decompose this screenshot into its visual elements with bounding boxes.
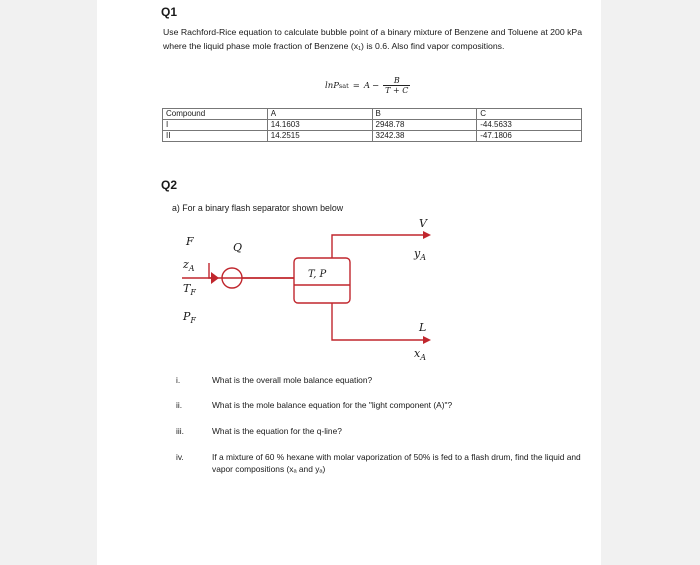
vapor-arrow xyxy=(423,231,431,239)
eq-denominator: T + C xyxy=(385,86,409,95)
question-number: iii. xyxy=(176,426,184,436)
flash-separator-diagram xyxy=(97,0,601,565)
liquid-label: L xyxy=(419,321,427,334)
feed-label: F xyxy=(186,235,194,248)
heat-label: Q xyxy=(233,241,243,254)
table-cell: II xyxy=(163,131,268,142)
q2-part-a: a) For a binary flash separator shown below xyxy=(172,203,344,213)
question-number: iv. xyxy=(176,452,184,462)
table-cell: 3242.38 xyxy=(372,131,477,142)
table-cell: 2948.78 xyxy=(372,120,477,131)
table-cell: 14.1603 xyxy=(267,120,372,131)
question-text: What is the equation for the q-line? xyxy=(212,426,342,436)
table-header: C xyxy=(477,109,582,120)
document-page xyxy=(97,0,601,565)
drum-label: T, P xyxy=(308,269,327,280)
eq-lhs-sup: sat xyxy=(338,82,349,90)
question-number: ii. xyxy=(176,400,183,410)
feed-temp-label: $T_F$ xyxy=(183,282,196,297)
table-cell: -44.5633 xyxy=(477,120,582,131)
liquid-arrow xyxy=(423,336,431,344)
question-text: What is the overall mole balance equation? xyxy=(212,375,373,385)
eq-minus: − xyxy=(372,81,380,91)
question-text: If a mixture of 60 % hexane with molar vaporization of 50% is fed to a flash drum, find the liquid and vapor compositions (xₐ and yₐ) xyxy=(212,452,581,474)
question-text: What is the mole balance equation for the "light component (A)"? xyxy=(212,400,453,410)
eq-numerator: B xyxy=(393,76,400,85)
table-header: B xyxy=(372,109,477,120)
flash-drum xyxy=(294,258,350,303)
vapor-label: V xyxy=(419,217,427,230)
eq-equals: = xyxy=(352,81,360,91)
table-cell: I xyxy=(163,120,268,131)
eq-lhs: lnP xyxy=(325,81,339,91)
q2-heading: Q2 xyxy=(161,178,178,192)
feed-comp-label: $z_A$ xyxy=(183,258,195,273)
q1-text: Use Rachford-Rice equation to calculate bubble point of a binary mixture of Benzene and Toluene at 200 kPa where the liquid phase mole fraction of Benzene (x₁) is 0.6. Also find vapor compositions. xyxy=(163,27,583,51)
heater-triangle xyxy=(211,272,219,284)
feed-press-label: $P_F$ xyxy=(183,310,196,325)
liquid-line xyxy=(332,303,427,340)
liquid-comp-label: $x_A$ xyxy=(414,347,426,362)
table-cell: -47.1806 xyxy=(477,131,582,142)
q1-heading: Q1 xyxy=(161,5,178,19)
eq-a: A xyxy=(363,81,371,91)
table-header: Compound xyxy=(163,109,268,120)
table-header: A xyxy=(267,109,372,120)
table-cell: 14.2515 xyxy=(267,131,372,142)
vapor-line xyxy=(332,235,427,258)
question-number: i. xyxy=(176,375,181,385)
vapor-comp-label: $y_A$ xyxy=(414,247,426,262)
